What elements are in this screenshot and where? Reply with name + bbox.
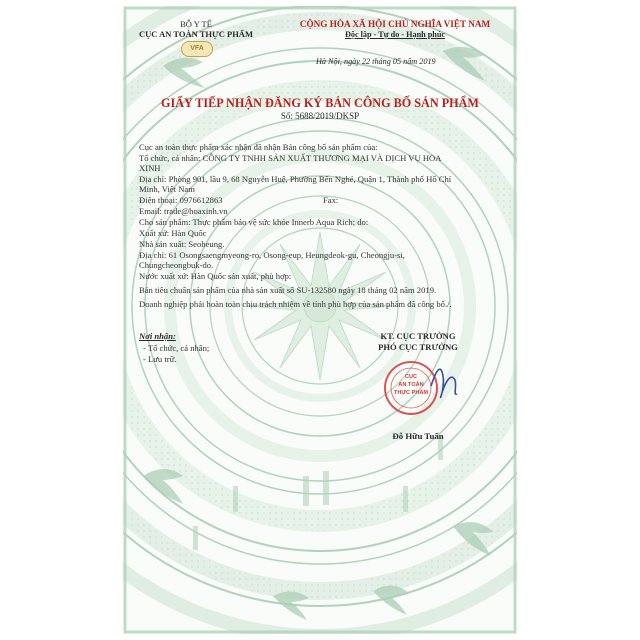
address-line-2: Minh, Việt Nam — [139, 184, 195, 194]
recipient-item: - Lưu trữ. — [143, 354, 177, 364]
recipients-heading: Nơi nhận: — [139, 331, 176, 341]
signer-role-line-2: PHÓ CỤC TRƯỞNG — [378, 342, 458, 352]
recipient-item: - Tổ chức, cá nhân; — [143, 343, 210, 353]
signer-name: Đỗ Hữu Tuấn — [392, 431, 444, 441]
manufacturer-address-line-2: Chungcheongbuk-do. — [139, 260, 214, 270]
vfa-logo-text: VFA — [190, 45, 204, 52]
signer-role-line-1: KT. CỤC TRƯỞNG — [380, 331, 456, 341]
origin-text: Xuất xứ: Hàn Quốc — [139, 228, 207, 238]
intro-text: Cục an toàn thực phẩm xác nhận đã nhận Bản công bố sản phẩm của: — [139, 142, 378, 152]
agency-name: CỤC AN TOÀN THỰC PHẨM — [139, 29, 253, 39]
ministry-name: BỘ Y TẾ — [180, 19, 212, 29]
organization-line-2: XINH — [139, 163, 161, 173]
email-text: Email: trade@hoaxinh.vn — [139, 206, 228, 216]
country-conformity-text: Nước xuất xứ: Hàn Quốc sản xuất, phù hợp: — [139, 271, 292, 281]
date-line: Hà Nội, ngày 22 tháng 05 năm 2019 — [316, 57, 436, 66]
seal-text-top: CỤC — [404, 374, 418, 380]
fax-text: Fax: — [323, 195, 339, 205]
manufacturer-address-line-1: Địa chỉ: 61 Osongsaengmyeong-ro, Osong-eup, Heungdeok-gu, Cheongju-si, — [139, 250, 405, 260]
national-motto: Độc lập - Tự do - Hạnh phúc — [344, 30, 446, 39]
manufacturer-text: Nhà sản xuất: Seoheung. — [139, 239, 225, 249]
responsibility-text: Doanh nghiệp phải hoàn toàn chịu trách nhiệm về tính phù hợp của sản phẩm đã công bố./. — [139, 299, 452, 309]
organization-line-1: Tổ chức, cá nhân: CÔNG TY TNHH SẢN XUẤT THƯƠNG MẠI VÀ DỊCH VỤ HOA — [139, 153, 442, 163]
document-title: GIẤY TIẾP NHẬN ĐĂNG KÝ BẢN CÔNG BỐ SẢN PHẨM — [161, 96, 479, 110]
seal-text-middle: AN TOÀN — [398, 382, 424, 388]
vfa-logo — [181, 41, 213, 57]
product-text: Cho sản phẩm: Thực phẩm bảo vệ sức khỏe Innerb Aqua Rich; do: — [139, 217, 369, 227]
registration-number: Số: 5688/2019/DKSP — [280, 111, 360, 121]
phone-text: Điện thoại: 0976612863 — [139, 195, 223, 205]
seal-text-bottom: THỰC PHẨM — [393, 390, 429, 396]
address-line-1: Địa chỉ: Phòng 901, lầu 9, 68 Nguyễn Huệ, Phường Bến Nghé, Quận 1, Thành phố Hồ Chí — [139, 174, 452, 184]
country-name: CỘNG HÒA XÃ HỘI CHỦ NGHĨA VIỆT NAM — [299, 19, 491, 29]
certificate-document — [123, 6, 517, 634]
standard-text: Bản tiêu chuẩn sản phẩm của nhà sản xuất số SU-132580 ngày 18 tháng 02 năm 2019. — [139, 285, 437, 295]
